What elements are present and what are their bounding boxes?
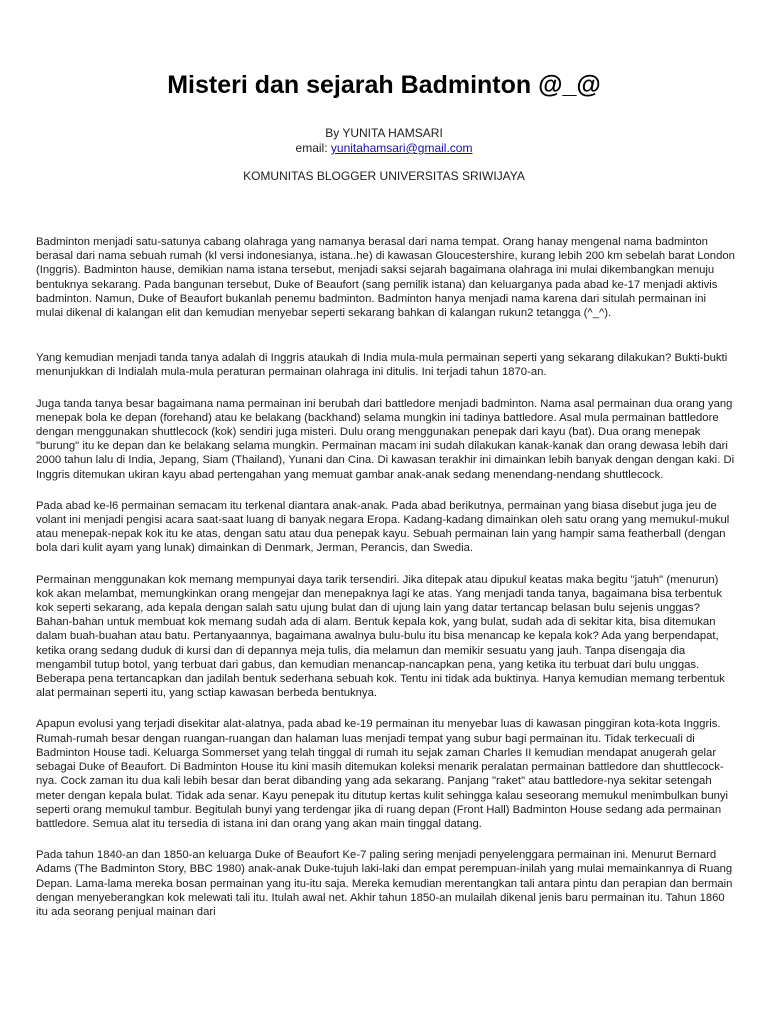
email-link[interactable]: yunitahamsari@gmail.com <box>330 141 473 155</box>
document-title: Misteri dan sejarah Badminton @_@ <box>167 71 601 99</box>
paragraph: Juga tanda tanya besar bagaimana nama permainan ini berubah dari battledore menjadi badminton. Nama asal permainan dua orang yang menepak bola ke depan (forehand) atau ke belakang (backhand) selama mungkin ini tadinya battledore. Asal mula permainan battledore dengan menggunakan shuttlecock (kok) sendiri juga misteri. Dulu orang menggunakan penepak dari kayu (bat). Dua orang menepak "burung" itu ke depan dan ke belakang selama mungkin. Permainan macam ini sudah dilakukan kanak-kanak dan orang dewasa lebih dari 2000 tahun lalu di India, Jepang, Siam (Thailand), Yunani dan Cina. Di kawasan terakhir ini dimainkan lebih banyak dengan dengan kaki. Di Inggris ditemukan ukiran kayu abad pertengahan yang memuat gambar anak-anak sedang menendang-nendang shuttlecock. <box>36 397 735 481</box>
author-line: By YUNITA HAMSARI <box>325 126 443 140</box>
article-body <box>36 235 736 936</box>
paragraph: Yang kemudian menjadi tanda tanya adalah di Inggris ataukah di India mula-mula permainan seperti yang sekarang dilakukan? Bukti-bukti menunjukkan di Indialah mula-mula peraturan permainan olahraga ini ditulis. Ini terjadi tahun 1870-an. <box>36 352 728 379</box>
email-line <box>0 141 768 156</box>
community-line: KOMUNITAS BLOGGER UNIVERSITAS SRIWIJAYA <box>243 169 525 183</box>
paragraph: Pada tahun 1840-an dan 1850-an keluarga Duke of Beaufort Ke-7 paling sering menjadi penyelenggara permainan ini. Menurut Bernard Adams (The Badminton Story, BBC 1980) anak-anak Duke-tujuh laki-laki dan empat perempuan-inilah yang mulai memainkannya di Ruang Depan. Lama-lama mereka bosan permainan yang itu-itu saja. Mereka kemudian merentangkan tali antara pintu dan perapian dan bermain dengan menyeberangkan kok melewati tali itu. Itulah awal net. Akhir tahun 1850-an mulailah dikenal jenis baru permainan itu. Tahun 1860 itu ada seorang penjual mainan dari <box>36 849 733 918</box>
paragraph: Apapun evolusi yang terjadi disekitar alat-alatnya, pada abad ke-19 permainan itu menyebar luas di kawasan pinggiran kota-kota Inggris. Rumah-rumah besar dengan ruangan-ruangan dan halaman luas menjadi tempat yang subur bagi permainan itu. Tidak terkecuali di Badminton House tadi. Keluarga Sommerset yang telah tinggal di rumah itu sejak zaman Charles II kemudian mendapat anugerah gelar sebagai Duke of Beaufort. Di Badminton House itu kini masih ditemukan koleksi menarik peralatan permainan battledore dan shuttlecock-nya. Cock zaman itu dua kali lebih besar dan berat dibanding yang ada sekarang. Panjang "raket" atau battledore-nya sekitar setengah meter dengan kepala bulat. Tidak ada senar. Kayu penepak itu ditutup kertas kulit sehingga kalau seseorang memukul menimbulkan bunyi seperti orang memukul tambur. Begitulah bunyi yang terdengar jika di ruang depan (Front Hall) Badminton House sedang ada permainan battledore. Semua alat itu tersedia di istana ini dan orang yang akan main tinggal datang. <box>36 718 729 830</box>
paragraph: Pada abad ke-l6 permainan semacam itu terkenal diantara anak-anak. Pada abad berikutnya, permainan yang biasa disebut juga jeu de volant ini menjadi pengisi acara saat-saat luang di banyak negara Eropa. Kadang-kadang dimainkan oleh satu orang yang memukul-mukul atau menepak-nepak kok itu ke atas, dengan satu atau dua penepak kayu. Sebuah permainan lain yang hampir sama featherball (dengan bola dari kulit ayam yang lunak) dimainkan di Denmark, Jerman, Perancis, dan Swedia. <box>36 499 730 555</box>
email-label: email: <box>295 141 331 155</box>
paragraph: Badminton menjadi satu-satunya cabang olahraga yang namanya berasal dari nama tempat. Orang hanay mengenal nama badminton berasal dari nama sebuah rumah (kl versi indonesianya, istana..he) di kawasan Gloucestershire, kurang lebih 200 km sebelah barat London (Inggris). Badminton hause, demikian nama istana tersebut, menjadi saksi sejarah bagaimana olahraga ini mulai dikembangkan menuju bentuknya sekarang. Pada bangunan tersebut, Duke of Beaufort (sang pemilik istana) dan keluarganya pada abad ke-17 menjadi aktivis badminton. Namun, Duke of Beaufort bukanlah penemu badminton. Badminton hanya menjadi nama karena dari situlah permainan ini mulai dikenal di kalangan elit dan kemudian menyebar seperti sekarang bahkan di kalangan rukun2 tetangga (^_^). <box>36 236 735 320</box>
paragraph: Permainan menggunakan kok memang mempunyai daya tarik tersendiri. Jika ditepak atau dipukul keatas maka begitu "jatuh" (menurun) kok akan melambat, memungkinkan orang mengejar dan menepaknya lagi ke atas. Yang menjadi tanda tanya, bagaimana bisa terbentuk kok seperti sekarang, ada kepala dengan salah satu ujung bulat dan di ujung lain yang datar tertancap belasan bulu sejenis unggas? Bahan-bahan untuk membuat kok memang sudah ada di alam. Bentuk kepala kok, yang bulat, sudah ada di sekitar kita, bisa ditemukan dalam buah-buahan atau batu. Pertanyaannya, bagaimana awalnya bulu-bulu itu bisa menancap ke kepala kok? Ada yang berpendapat, ketika orang sedang duduk di kursi dan di depannya meja tulis, dia melamun dan memikir sesuatu yang jauh. Tanpa disengaja dia mengambil tutup botol, yang terbuat dari gabus, dan kemudian menancap-nancapkan pena, yang ketika itu terbuat dari bulu unggas. Beberapa pena tertancapkan dan jadilah bentuk sederhana sebuah kok. Tentu ini tidak ada buktinya. Hanya kemudian memang terbentuk alat permainan seperti itu, yang sctiap kawasan berbeda bentuknya. <box>36 573 725 700</box>
